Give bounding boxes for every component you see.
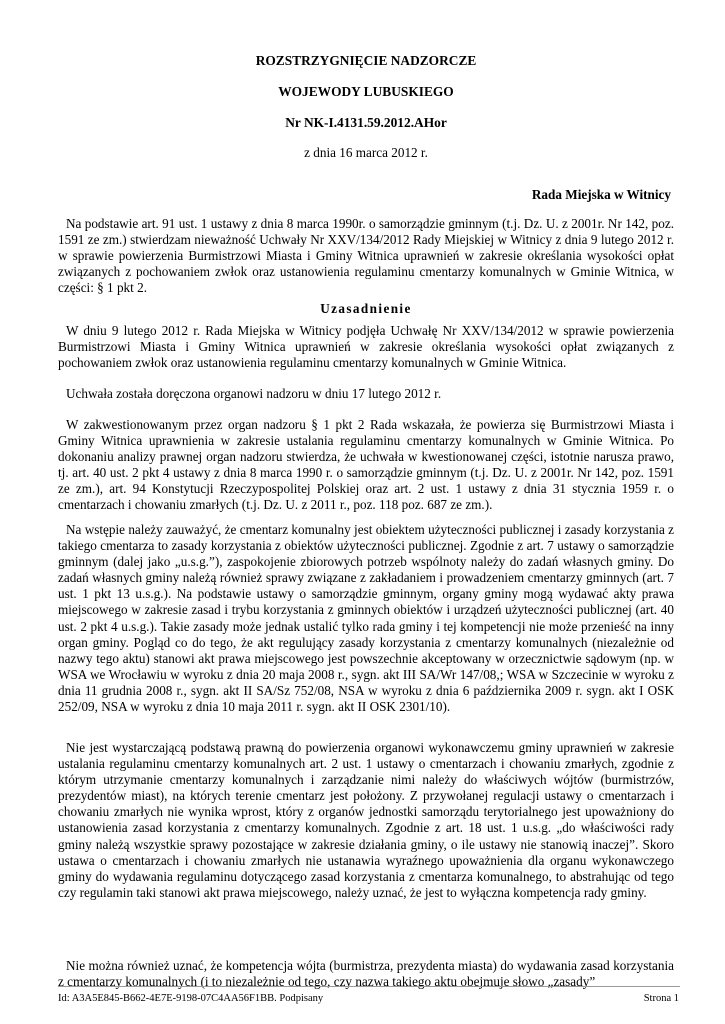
decision-paragraph: Na podstawie art. 91 ust. 1 ustawy z dnia 8 marca 1990r. o samorządzie gminnym (t.j. Dz. U. z 2001r. Nr 142, poz. 1591 ze zm.) stwierdzam nieważność Uchwały Nr XXV/134/2012 Rady Miejskiej w Witnicy z dnia 9 lutego 2012 r. w sprawie powierzenia Burmistrzowi Miasta i Gminy Witnica uprawnień w zakresie określania wysokości opłat związanych z pochowaniem zwłok oraz ustanowienia regulaminu cmentarzy komunalnych w Gminie Witnica, w części: § 1 pkt 2. [58, 216, 674, 296]
section-title-justification: Uzasadnienie [320, 301, 412, 316]
document-date: z dnia 16 marca 2012 r. [304, 145, 428, 160]
justification-paragraph-1: W dniu 9 lutego 2012 r. Rada Miejska w Witnicy podjęła Uchwałę Nr XXV/134/2012 w sprawie powierzenia Burmistrzowi Miasta i Gminy Witnica uprawnień w zakresie określania wysokości opłat związanych z pochowaniem zwłok oraz ustanowienia regulaminu cmentarzy komunalnych w Gminie Witnica. [58, 323, 674, 371]
document-number: Nr NK-I.4131.59.2012.AHor [285, 115, 447, 130]
issuing-authority: WOJEWODY LUBUSKIEGO [278, 84, 454, 99]
justification-paragraph-5: Nie jest wystarczającą podstawą prawną do powierzenia organowi wykonawczemu gminy uprawnień w zakresie ustalania regulaminu cmentarzy komunalnych art. 2 ust. 1 ustawy o cmentarzach i chowaniu zmarłych, zgodnie z którym utrzymanie cmentarzy komunalnych i zarządzanie nimi należy do właściwych wójtów (burmistrzów, prezydentów miast), na których terenie cmentarz jest położony. Z przywołanej regulacji ustawy o cmentarzach i chowaniu zmarłych nie wynika wprost, który z organów jednostki samorządu terytorialnego jest upoważniony do ustanowienia zasad korzystania z cmentarzy komunalnych. Zgodnie z art. 18 ust. 1 u.s.g. „do właściwości rady gminy należą wszystkie sprawy pozostające w zakresie działania gminy, o ile ustawy nie stanowią inaczej”. Skoro ustawa o cmentarzach i chowaniu zmarłych nie ustanawia wyraźnego upoważnienia dla organu wykonawczego gminy do wydawania regulaminu dotyczącego zasad korzystania z cmentarza komunalnego, to abstrahując od tego czy regulamin taki stanowi akt prawa miejscowego, należy uznać, że jest to wyłączna kompetencja rady gminy. [58, 740, 674, 900]
footer-divider [58, 986, 680, 987]
document-title: ROZSTRZYGNIĘCIE NADZORCZE [255, 53, 477, 68]
footer-document-id: Id: A3A5E845-B662-4E7E-9198-07C4AA56F1BB. Podpisany [58, 993, 324, 1004]
footer-page-number: Strona 1 [643, 993, 679, 1004]
addressee: Rada Miejska w Witnicy [531, 187, 671, 202]
justification-paragraph-3: W zakwestionowanym przez organ nadzoru § 1 pkt 2 Rada wskazała, że powierza się Burmistrzowi Miasta i Gminy Witnica uprawnienia w zakresie ustalania regulaminu cmentarzy komunalnych w Gminie Witnica. Po dokonaniu analizy prawnej organ nadzoru stwierdza, że uchwała w kwestionowanej części, istotnie narusza prawo, tj. art. 40 ust. 2 pkt 4 ustawy z dnia 8 marca 1990 r. o samorządzie gminnym (t.j. Dz. U. z 2001r. Nr 142, poz. 1591 ze zm.), art. 94 Konstytucji Rzeczypospolitej Polskiej oraz art. 2 ust. 1 ustawy z dnia 31 stycznia 1959 r. o cmentarzach i chowaniu zmarłych (t.j. Dz. U. z 2011 r., poz. 118 poz. 687 ze zm.). [58, 417, 674, 513]
justification-paragraph-2: Uchwała została doręczona organowi nadzoru w dniu 17 lutego 2012 r. [66, 386, 442, 401]
justification-paragraph-6: Nie można również uznać, że kompetencja wójta (burmistrza, prezydenta miasta) do wydawania zasad korzystania z cmentarzy komunalnych (i to niezależnie od tego, czy nazwa takiego aktu obejmuje słowo „zasady” [58, 958, 674, 990]
justification-paragraph-4: Na wstępie należy zauważyć, że cmentarz komunalny jest obiektem użyteczności publicznej i zasady korzystania z takiego cmentarza to zasady korzystania z obiektów użyteczności publicznej. Zgodnie z art. 7 ustawy o samorządzie gminnym (dalej jako „u.s.g.”), zaspokojenie zbiorowych potrzeb wspólnoty należy do zadań własnych gminy. Do zadań własnych gminy należą również sprawy związane z zakładaniem i prowadzeniem cmentarzy gminnych (art. 7 ust. 1 pkt 13 u.s.g.). Na podstawie ustawy o samorządzie gminnym, organy gminy mogą wydawać akty prawa miejscowego w zakresie zasad i trybu korzystania z gminnych obiektów i urządzeń użyteczności publicznej (art. 40 ust. 2 pkt 4 u.s.g.). Takie zasady może jednak ustalić tylko rada gminy i tej kompetencji nie może przenieść na inny organ gminy. Pogląd co do tego, że akt regulujący zasady korzystania z cmentarzy komunalnych (niezależnie od nazwy tego aktu) stanowi akt prawa miejscowego jest powszechnie akceptowany w orzecznictwie sądowym (np. w WSA we Wrocławiu w wyroku z dnia 20 maja 2008 r., sygn. akt III SA/Wr 147/08,; WSA w Szczecinie w wyroku z dnia 11 grudnia 2008 r., sygn. akt II SA/Sz 752/08, NSA w wyroku z dnia 6 października 2009 r. sygn. akt I OSK 252/09, NSA w wyroku z dnia 10 maja 2011 r. sygn. akt II OSK 2301/10). [58, 522, 674, 715]
